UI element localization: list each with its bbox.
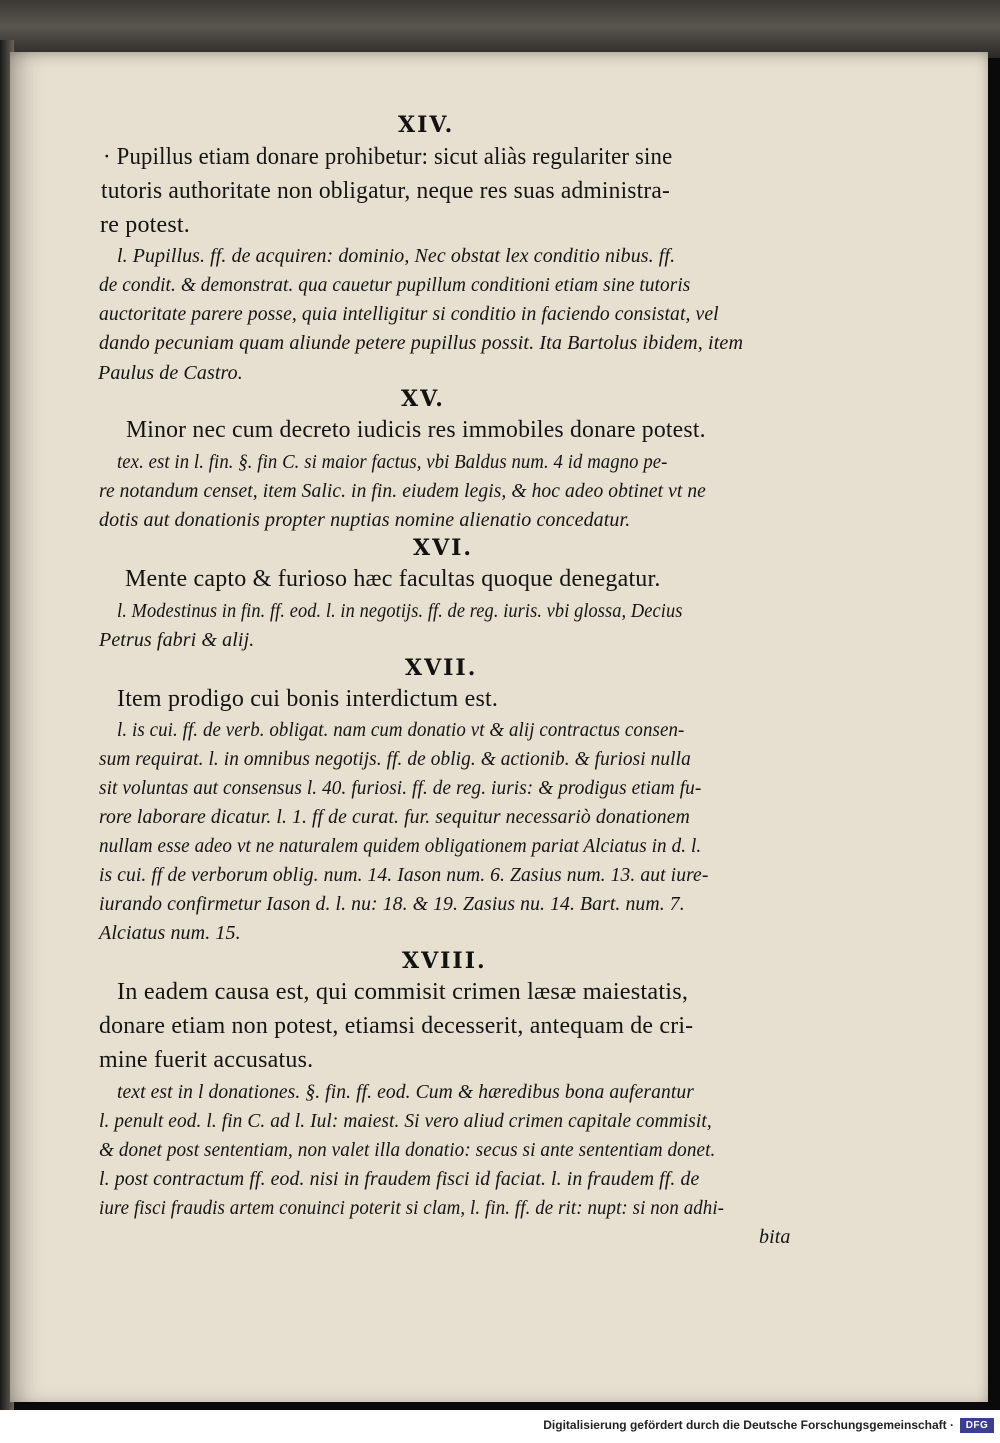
text-line: Paulus de Castro. [98, 362, 243, 384]
text-line: sit voluntas aut consensus l. 40. furiosi. ff. de reg. iuris: & prodigus etiam fu- [99, 777, 702, 799]
footer-bar [0, 1410, 1000, 1443]
text-line: iure fisci fraudis artem conuinci poterit si clam, l. fin. ff. de rit: nupt: si non adhi- [99, 1197, 725, 1219]
text-line: l. Pupillus. ff. de acquiren: dominio, Nec obstat lex conditio nibus. ff. [117, 245, 676, 267]
section-heading-xvi: XVI. [413, 535, 474, 561]
text-line: l. penult eod. l. fin C. ad l. Iul: maiest. Si vero aliud crimen capitale commisit, [99, 1110, 712, 1132]
text-line: Mente capto & furioso hæc facultas quoque denegatur. [125, 566, 661, 592]
text-line: dotis aut donationis propter nuptias nomine alienatio concedatur. [99, 509, 631, 531]
book-page [10, 52, 988, 1402]
text-line: l. Modestinus in fin. ff. eod. l. in negotijs. ff. de reg. iuris. vbi glossa, Decius [117, 600, 683, 622]
text-line: donare etiam non potest, etiamsi decesserit, antequam de cri- [99, 1013, 694, 1039]
text-line: iurando confirmetur Iason d. l. nu: 18. & 19. Zasius nu. 14. Bart. num. 7. [99, 893, 685, 915]
section-heading-xvii: XVII. [405, 655, 478, 681]
text-line: dando pecuniam quam aliunde petere pupillus possit. Ita Bartolus ibidem, item [99, 332, 744, 354]
text-line: Alciatus num. 15. [99, 922, 241, 944]
dfg-logo-icon: DFG [960, 1418, 994, 1433]
text-line: In eadem causa est, qui commisit crimen læsæ maiestatis, [117, 979, 689, 1005]
text-line: · Pupillus etiam donare prohibetur: sicut aliàs regulariter sine [103, 144, 673, 170]
page-top-edge [0, 0, 1000, 58]
section-heading-xviii: XVIII. [402, 948, 487, 974]
text-line: rore laborare dicatur. l. 1. ff de curat. fur. sequitur necessariò donationem [99, 806, 690, 828]
text-line: Petrus fabri & alij. [99, 629, 255, 651]
catchword: bita [759, 1226, 791, 1248]
text-line: l. post contractum ff. eod. nisi in fraudem fisci id faciat. l. in fraudem ff. de [99, 1168, 700, 1190]
section-heading-xv: XV. [401, 386, 445, 412]
text-line: & donet post sententiam, non valet illa donatio: secus si ante sententiam donet. [99, 1139, 716, 1161]
text-line: tex. est in l. fin. §. fin C. si maior factus, vbi Baldus num. 4 id magno pe- [117, 451, 668, 473]
text-line: tutoris authoritate non obligatur, neque res suas administra- [101, 178, 670, 204]
text-line: re notandum censet, item Salic. in fin. eiudem legis, & hoc adeo obtinet vt ne [99, 480, 706, 502]
section-heading-xiv: XIV. [398, 112, 455, 138]
text-line: sum requirat. l. in omnibus negotijs. ff. de oblig. & actionib. & furiosi nulla [99, 748, 691, 770]
text-line: mine fuerit accusatus. [99, 1047, 314, 1073]
text-line: auctoritate parere posse, quia intelligitur si conditio in faciendo consistat, vel [99, 303, 719, 325]
text-line: Item prodigo cui bonis interdictum est. [117, 686, 499, 712]
text-line: nullam esse adeo vt ne naturalem quidem obligationem pariat Alciatus in d. l. [99, 835, 702, 857]
text-line: is cui. ff de verborum oblig. num. 14. Iason num. 6. Zasius num. 13. aut iure- [99, 864, 709, 886]
text-line: text est in l donationes. §. fin. ff. eod. Cum & hæredibus bona auferantur [117, 1081, 694, 1103]
text-line: de condit. & demonstrat. qua cauetur pupillum conditioni etiam sine tutoris [99, 274, 691, 296]
text-line: Minor nec cum decreto iudicis res immobiles donare potest. [126, 417, 706, 443]
text-line: re potest. [100, 212, 190, 238]
funding-credit: Digitalisierung gefördert durch die Deutsche Forschungsgemeinschaft · [543, 1418, 954, 1432]
text-line: l. is cui. ff. de verb. obligat. nam cum donatio vt & alij contractus consen- [117, 719, 685, 741]
